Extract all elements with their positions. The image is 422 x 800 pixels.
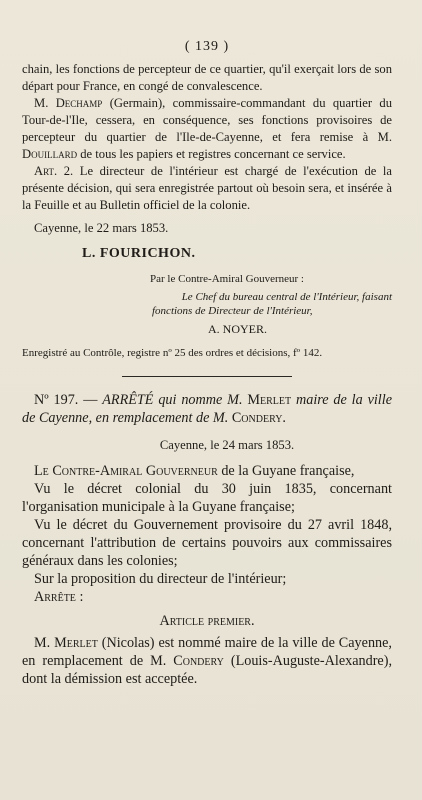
person-name: M. Dechamp [34, 96, 103, 110]
vu-decret-1848: Vu le décret du Gouvernement provisoire du 27 avril 1848, concernant l'attribution de certains pouvoirs aux commissaires généraux dans les colonies; [22, 517, 392, 569]
sur-la-proposition: Sur la proposition du directeur de l'intérieur; [34, 571, 287, 587]
person-name: M. Merlet [34, 635, 98, 651]
final-paragraph: M. Merlet (Nicolas) est nommé maire de la ville de Cayenne, en remplacement de M. Condery (Louis-Auguste-Alexandre), dont la démission est acceptée. [22, 635, 392, 687]
heading-title: ARRÊTÉ qui nomme M. [102, 392, 248, 408]
dateline-2: Cayenne, le 24 mars 1853. [159, 438, 295, 452]
person-name: M. Douillard [22, 130, 392, 161]
gouverneur-title: Le Contre-Amiral Gouverneur [34, 463, 218, 479]
vu-decret-1835: Vu le décret colonial du 30 juin 1835, concernant l'organisation municipale à la Guyane française; [22, 481, 392, 515]
registre-note: Enregistré au Contrôle, registre nº 25 des ordres et décisions, fº 142. [22, 347, 323, 359]
heading-number: Nº 197. — [34, 392, 103, 408]
paragraph-dechamp [22, 95, 392, 163]
paragraph-article-2 [22, 163, 392, 214]
paragraph-text: (Germain), commissaire-commandant du quartier du Tour-de-l'Ile, cessera, en conséquence, ses fonctions provisoires de percepteur du quartier de l'Ile-de-Cayenne, et fera remise à [22, 96, 392, 144]
signature-fourichon: L. FOURICHON. [82, 246, 196, 261]
arrete-heading: Nº 197. — ARRÊTÉ qui nomme M. Merlet maire de la ville de Cayenne, en remplacement de M. Condery. [22, 392, 392, 426]
chef-bureau-line1: Le Chef du bureau central de l'Intérieur, faisant [181, 291, 392, 303]
separator-rule [122, 376, 292, 377]
paragraph-text: Le directeur de l'intérieur est chargé de l'exécution de la présente décision, qui sera enregistrée partout où besoin sera, et insérée à la Feuille et au Bulletin officiel de la colonie. [22, 164, 392, 212]
signature-noyer: A. NOYER. [208, 322, 267, 336]
arrete-label: Arrête : [34, 589, 84, 605]
article-label: Art. 2. [34, 164, 74, 178]
person-name: M. Condery [150, 653, 224, 669]
heading-title: maire de la ville de Cayenne, en remplacement de M. [22, 392, 392, 426]
dateline: Cayenne, le 22 mars 1853. [34, 221, 169, 235]
heading-name: Condery [231, 410, 283, 426]
gouverneur-line: Le Contre-Amiral Gouverneur de la Guyane française, [34, 463, 355, 479]
chef-bureau-line2: fonctions de Directeur de l'Intérieur, [152, 305, 313, 317]
page-number: ( 139 ) [184, 39, 230, 54]
paragraph-text: de tous les papiers et registres concernant ce service. [77, 147, 346, 161]
paragraph-continuation: chain, les fonctions de percepteur de ce quartier, qu'il exerçait lors de son départ pour France, en congé de convalescence. [22, 62, 392, 93]
article-premier: Article premier. [159, 613, 255, 629]
heading-name: Merlet [247, 392, 292, 408]
par-le-gouverneur: Par le Contre-Amiral Gouverneur : [150, 273, 304, 285]
